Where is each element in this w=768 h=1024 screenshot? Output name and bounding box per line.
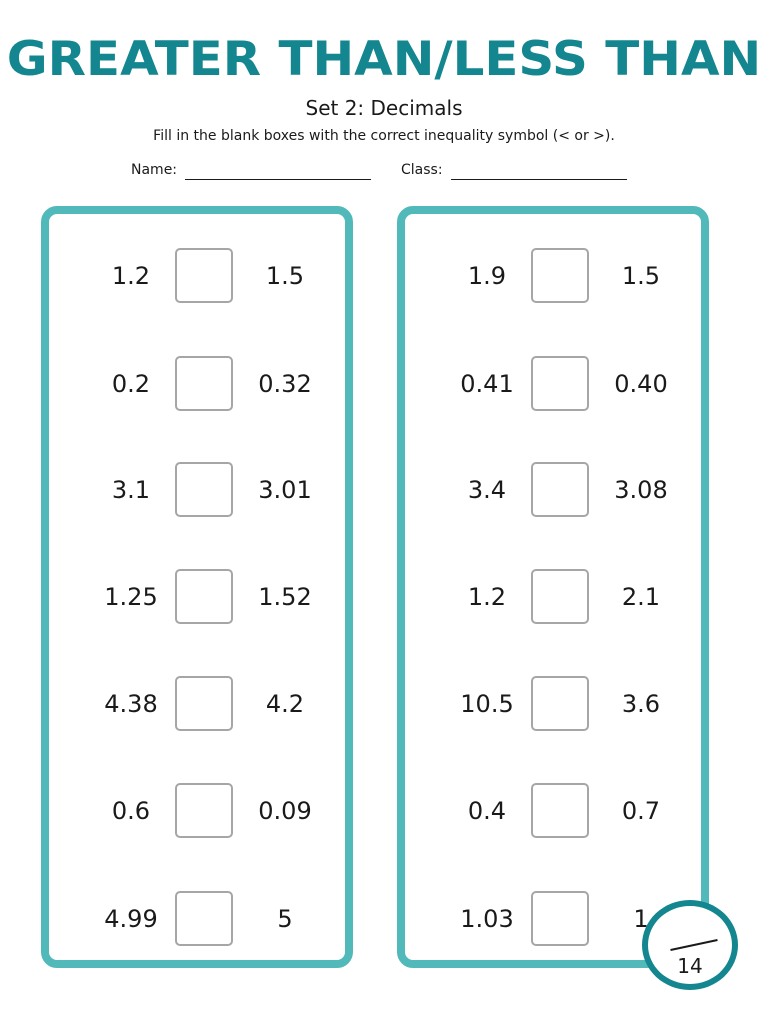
left-number: 1.9 (467, 262, 507, 290)
answer-box[interactable] (175, 356, 233, 411)
answer-box[interactable] (531, 891, 589, 946)
problem-row (49, 781, 345, 841)
right-number: 1.5 (621, 262, 661, 290)
problem-row (49, 460, 345, 520)
right-number: 3.01 (258, 476, 312, 504)
answer-box[interactable] (175, 462, 233, 517)
answer-box[interactable] (175, 783, 233, 838)
right-number: 5 (277, 905, 293, 933)
left-number: 1.25 (104, 583, 158, 611)
problem-row (405, 674, 701, 734)
worksheet-title: GREATER THAN/LESS THAN (6, 32, 762, 87)
problem-row (49, 674, 345, 734)
left-number: 10.5 (460, 690, 514, 718)
answer-box[interactable] (531, 356, 589, 411)
right-number: 2.1 (621, 583, 661, 611)
answer-box[interactable] (531, 462, 589, 517)
problem-row (49, 354, 345, 414)
right-problem-panel (397, 206, 709, 968)
left-problem-panel (41, 206, 353, 968)
name-blank-line[interactable] (185, 163, 371, 180)
left-number: 0.6 (111, 797, 151, 825)
name-label: Name: (131, 162, 178, 178)
right-number: 0.09 (258, 797, 312, 825)
problem-row (49, 246, 345, 306)
answer-box[interactable] (531, 248, 589, 303)
answer-box[interactable] (175, 891, 233, 946)
score-circle (642, 900, 738, 990)
left-number: 4.38 (104, 690, 158, 718)
problem-row (405, 246, 701, 306)
answer-box[interactable] (531, 676, 589, 731)
problem-row (405, 567, 701, 627)
left-number: 1.2 (467, 583, 507, 611)
class-label: Class: (401, 162, 443, 178)
worksheet-subtitle: Set 2: Decimals (305, 96, 463, 120)
problem-row (49, 889, 345, 949)
left-number: 1.2 (111, 262, 151, 290)
answer-box[interactable] (175, 248, 233, 303)
left-number: 3.1 (111, 476, 151, 504)
right-number: 0.32 (258, 370, 312, 398)
answer-box[interactable] (175, 676, 233, 731)
answer-box[interactable] (531, 783, 589, 838)
answer-box[interactable] (175, 569, 233, 624)
score-fraction-slash (670, 939, 717, 951)
left-number: 0.41 (460, 370, 514, 398)
right-number: 0.7 (621, 797, 661, 825)
right-number: 3.08 (614, 476, 668, 504)
class-field (401, 160, 627, 180)
left-number: 0.4 (467, 797, 507, 825)
class-blank-line[interactable] (451, 163, 627, 180)
left-number: 1.03 (460, 905, 514, 933)
problem-row (405, 460, 701, 520)
score-total: 14 (677, 954, 703, 978)
instructions-text: Fill in the blank boxes with the correct inequality symbol (< or >). (153, 128, 615, 144)
right-number: 3.6 (621, 690, 661, 718)
right-number: 1.52 (258, 583, 312, 611)
left-number: 0.2 (111, 370, 151, 398)
left-number: 3.4 (467, 476, 507, 504)
problem-row (49, 567, 345, 627)
problem-row (405, 781, 701, 841)
right-number: 0.40 (614, 370, 668, 398)
problem-row (405, 354, 701, 414)
right-number: 4.2 (265, 690, 305, 718)
right-number: 1.5 (265, 262, 305, 290)
left-number: 4.99 (104, 905, 158, 933)
answer-box[interactable] (531, 569, 589, 624)
right-number: 1 (633, 905, 649, 933)
name-field (131, 160, 371, 180)
